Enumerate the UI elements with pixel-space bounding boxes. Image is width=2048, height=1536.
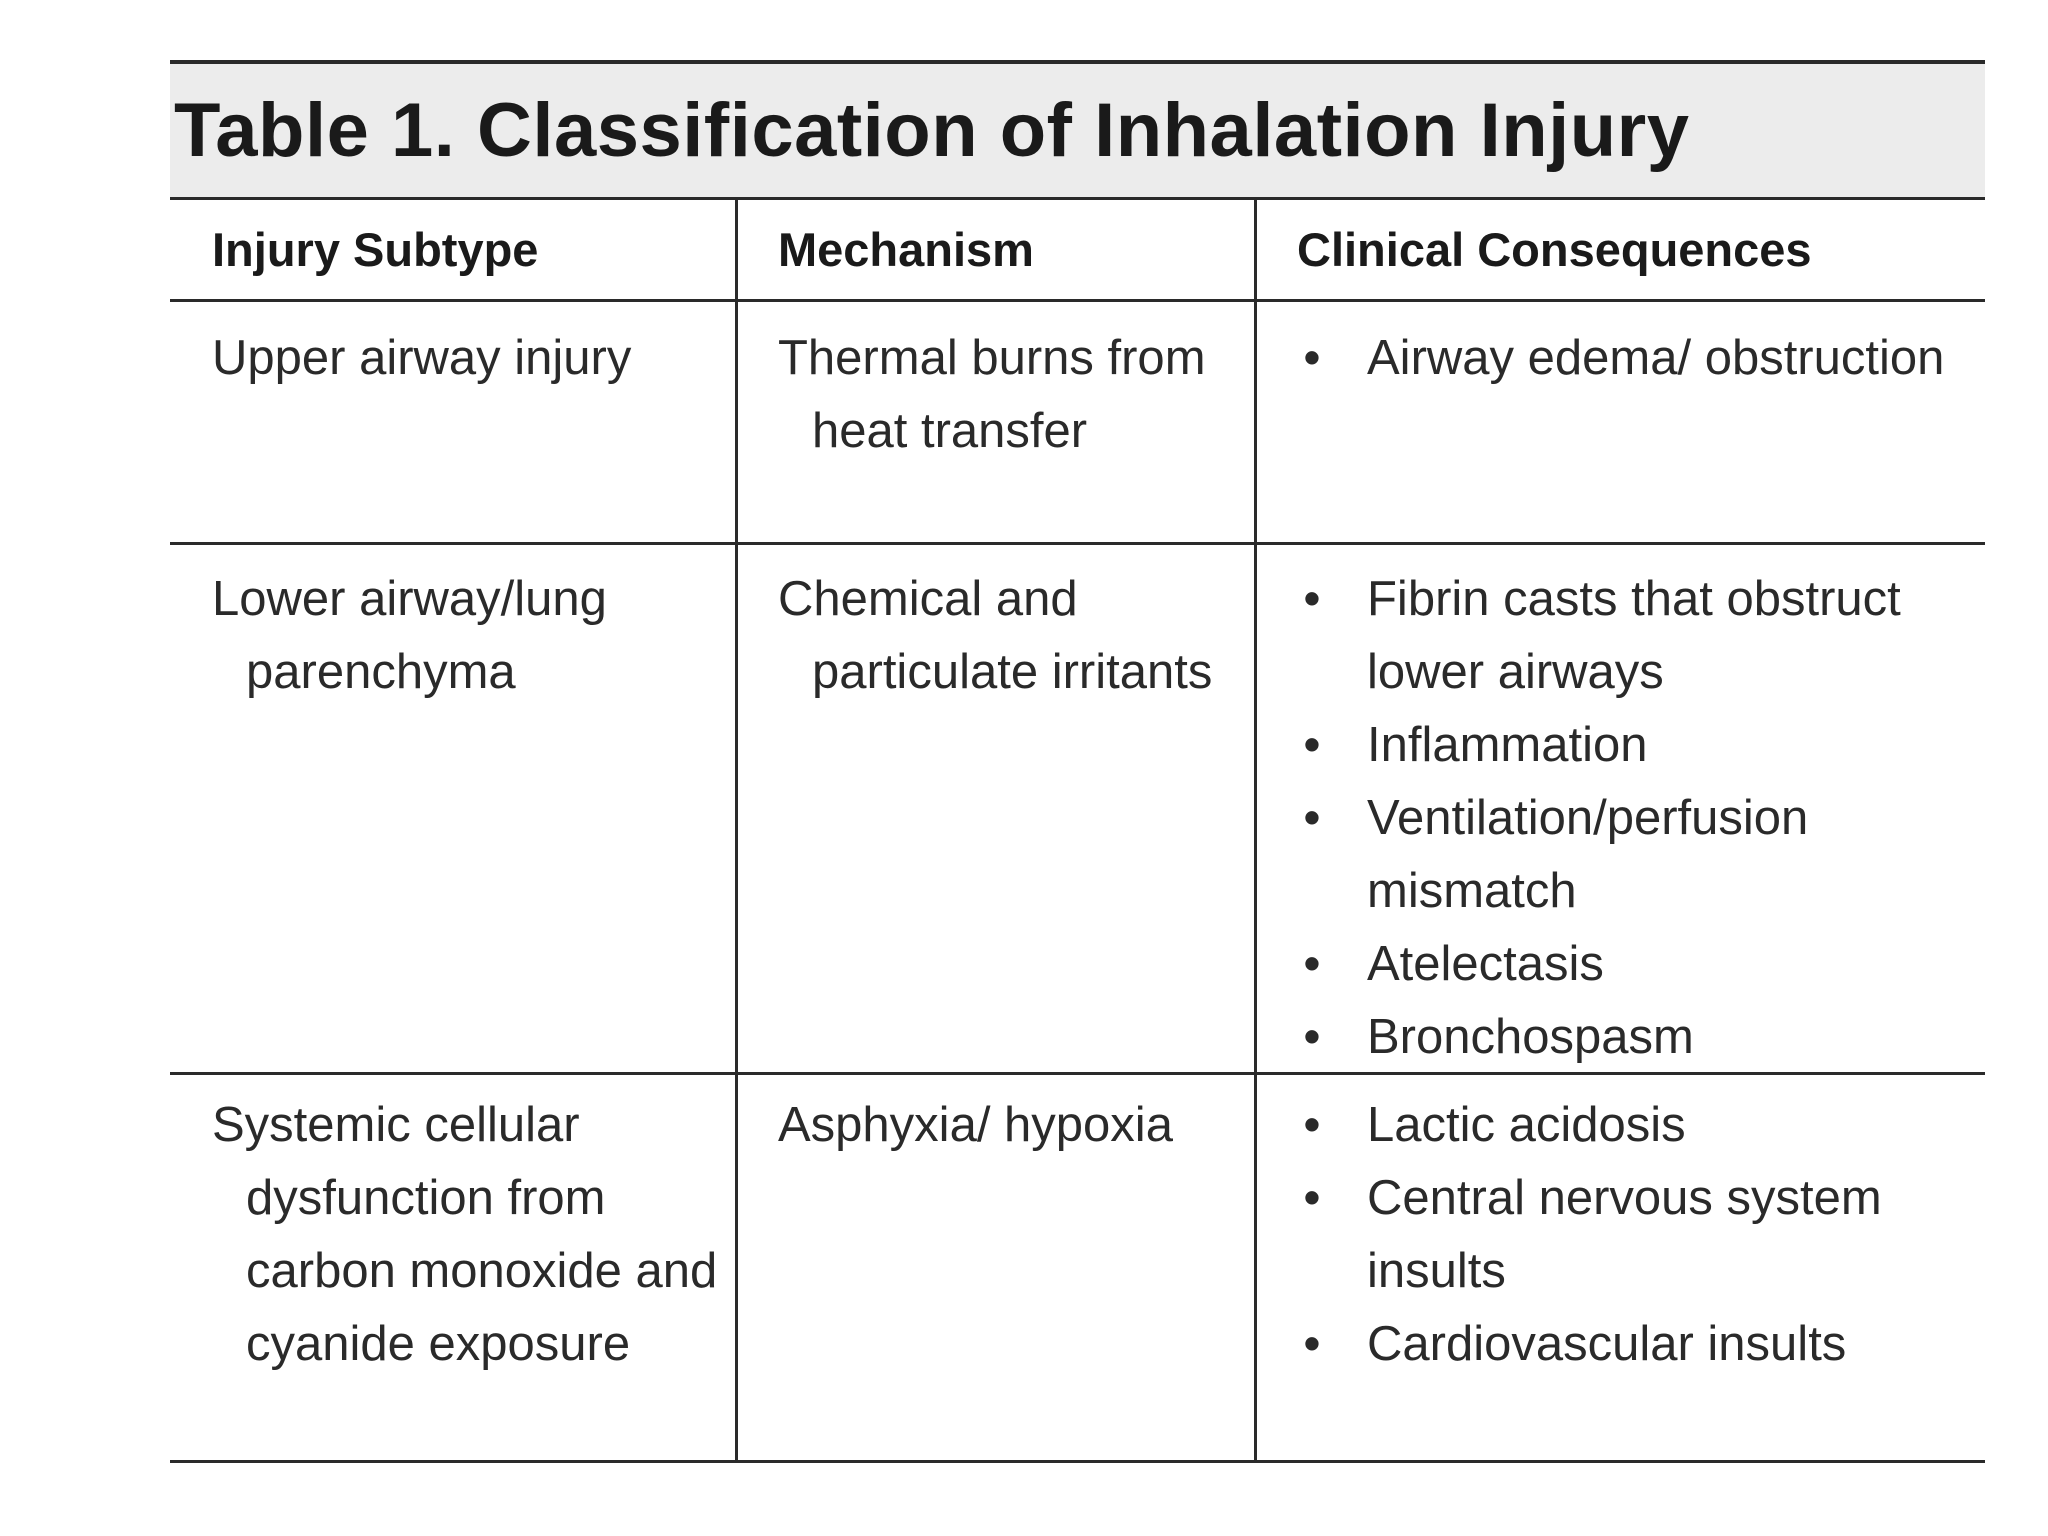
table-row-2-mechanism — [735, 545, 1254, 1075]
subtype-text: Systemic cellular dysfunction from carbon monoxide and cyanide exposure — [212, 1098, 718, 1371]
bullet-icon: • — [1303, 331, 1321, 385]
list-item — [1297, 1089, 1975, 1162]
table-grid — [170, 200, 1985, 1463]
header-clinical-consequences: Clinical Consequences — [1254, 200, 1985, 302]
list-item — [1297, 709, 1975, 782]
table-row-1-subtype — [170, 302, 735, 545]
mechanism-text: Chemical and particulate irritants — [778, 572, 1213, 699]
consequence-text: Inflammation — [1367, 718, 1648, 772]
list-item — [1297, 928, 1975, 1001]
table-row-2-subtype — [170, 545, 735, 1075]
table-row-2-consequences — [1254, 545, 1985, 1075]
bullet-icon: • — [1303, 1098, 1321, 1152]
consequence-text: Lactic acidosis — [1367, 1098, 1686, 1152]
consequence-text: Bronchospasm — [1367, 1010, 1694, 1064]
bullet-icon: • — [1303, 937, 1321, 991]
consequence-text: Ventilation/perfusion mismatch — [1367, 791, 1809, 918]
table-row-3-mechanism — [735, 1075, 1254, 1463]
list-item — [1297, 1162, 1975, 1308]
table-row-3-subtype — [170, 1075, 735, 1463]
consequence-list — [1297, 1089, 1975, 1381]
header-injury-subtype: Injury Subtype — [170, 200, 735, 302]
consequence-text: Cardiovascular insults — [1367, 1317, 1847, 1371]
mechanism-text: Asphyxia/ hypoxia — [778, 1098, 1173, 1152]
consequence-text: Fibrin casts that obstruct lower airways — [1367, 572, 1901, 699]
bullet-icon: • — [1303, 791, 1321, 845]
bullet-icon: • — [1303, 1171, 1321, 1225]
consequence-list — [1297, 563, 1975, 1074]
table-title-bar — [170, 60, 1985, 200]
list-item — [1297, 1308, 1975, 1381]
list-item — [1297, 1001, 1975, 1074]
bullet-icon: • — [1303, 572, 1321, 626]
classification-table — [170, 60, 1985, 1463]
subtype-text: Lower airway/lung parenchyma — [212, 572, 607, 699]
bullet-icon: • — [1303, 1317, 1321, 1371]
table-row-1-mechanism — [735, 302, 1254, 545]
list-item — [1297, 322, 1975, 395]
consequence-list — [1297, 322, 1975, 395]
list-item — [1297, 563, 1975, 709]
consequence-text: Airway edema/ obstruction — [1367, 331, 1945, 385]
consequence-text: Atelectasis — [1367, 937, 1604, 991]
bullet-icon: • — [1303, 1010, 1321, 1064]
subtype-text: Upper airway injury — [212, 331, 632, 385]
header-mechanism: Mechanism — [735, 200, 1254, 302]
table-title: Table 1. Classification of Inhalation Injury — [174, 88, 1690, 173]
bullet-icon: • — [1303, 718, 1321, 772]
table-row-3-consequences — [1254, 1075, 1985, 1463]
list-item — [1297, 782, 1975, 928]
table-row-1-consequences — [1254, 302, 1985, 545]
mechanism-text: Thermal burns from heat transfer — [778, 331, 1206, 458]
consequence-text: Central nervous system insults — [1367, 1171, 1882, 1298]
